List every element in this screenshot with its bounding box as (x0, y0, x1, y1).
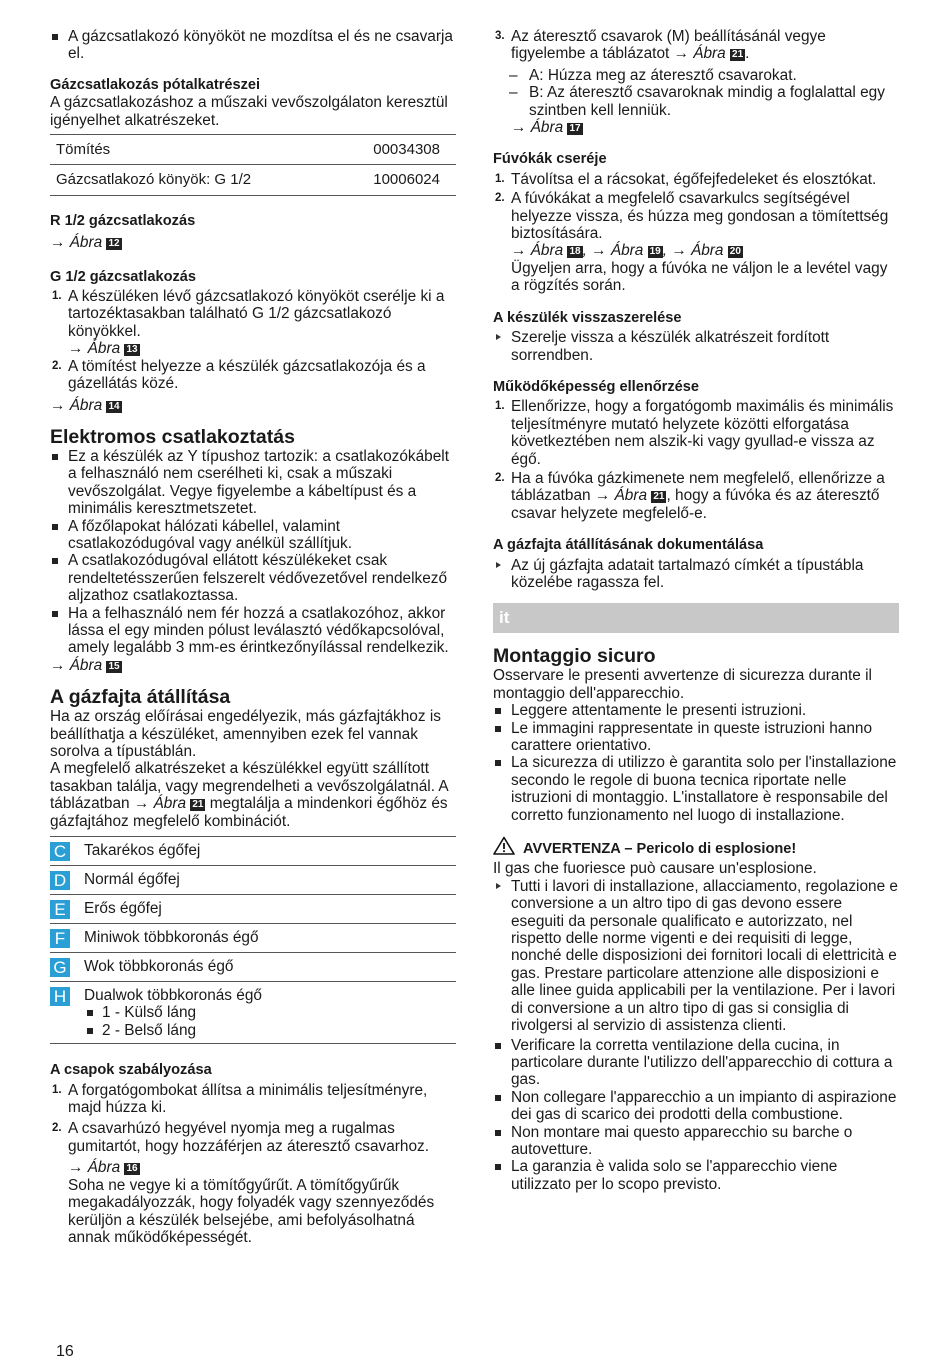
paragraph: Osservare le presenti avvertenze di sicurezza durante il montaggio dell'apparecchio. (493, 667, 872, 702)
section-title: Montaggio sicuro (493, 645, 656, 668)
figure-ref: → Ábra 12 (50, 234, 120, 252)
language-bar: it (493, 603, 899, 633)
list-item: Tutti i lavori di installazione, allacciamento, regolazione e conversione a un altro tipo di gas devono essere eseguiti da personale qualificato e autorizzato, nel rispetto delle norme vigenti e dei requisiti di legge, nonché delle disposizioni dei fornitori locali di elettricità e gas. Prestare particolare attenzione alle disposizioni e alle linee guida applicabili per la ventilazione. Per i lavori di conversione a un altro tipo di gas si consiglia di rivolgersi al servizio di assistenza clienti. (493, 878, 899, 1035)
legend-row: D Normál égőfej (50, 866, 456, 895)
warning-heading: AVVERTENZA – Pericolo di esplosione! (493, 836, 899, 860)
figure-ref: → Ábra 18 , → Ábra 19 , → Ábra 20 (511, 242, 741, 260)
paragraph: A megfelelő alkatrészeket a készülékkel együtt szállított tasakban találja, vagy megrendelheti a vevőszolgálatnál. A táblázatban → Ábra 21 megtalálja a mindenkori égőhöz és gázfajtához megfelelő kombinációt. (50, 760, 448, 830)
section-heading: R 1/2 gázcsatlakozás (50, 212, 196, 229)
section-title: A gázfajta átállítása (50, 686, 231, 709)
section-heading: Fúvókák cseréje (493, 151, 607, 168)
note: Soha ne vegye ki a tömítőgyűrűt. A tömítőgyűrűk megakadályozzák, hogy folyadék vagy szennyeződés kerüljön a készülék belsejébe, ami befolyásolhatná annak működőképességét. (68, 1176, 435, 1246)
legend-row: H Dualwok többkoronás égő 1 - Külső láng 2 - Belső láng (50, 982, 456, 1044)
section-heading: Működőképesség ellenőrzése (493, 378, 700, 395)
list-item: Verificare la corretta ventilazione della cucina, in particolare durante l'utilizzo dell'apparecchio di cottura a gas. (493, 1037, 899, 1089)
paragraph: A gázcsatlakozáshoz a műszaki vevőszolgálaton keresztül igényelhet alkatrészeket. (50, 94, 448, 129)
right-column (493, 28, 899, 1193)
section-heading: G 1/2 gázcsatlakozás (50, 268, 197, 285)
legend-row: F Miniwok többkoronás égő (50, 924, 456, 953)
list-item: 1. Ellenőrizze, hogy a forgatógomb maximális és minimális teljesítményre mutató helyzete közötti elforgatása következtében nem alszik-ki vagy gyullad-e vissza az égő. (495, 398, 894, 468)
table-row: Tömítés 00034308 (50, 135, 456, 165)
section-heading: A gázfajta átállításának dokumentálása (493, 537, 764, 554)
list-item: Non collegare l'apparecchio a un impianto di aspirazione dei gas di scarico dei prodotti della combustione. (493, 1089, 899, 1124)
list-item: 2. A csavarhúzó hegyével nyomja meg a rugalmas gumitartót, hogy hozzáférjen az áteresztő csavarhoz. (52, 1120, 430, 1155)
section-heading: A csapok szabályozása (50, 1062, 212, 1079)
list-item: – B: Az áteresztő csavaroknak mindig a foglalattal egy szintben kell lenniük. (509, 84, 885, 119)
section-heading: Gázcsatlakozás pótalkatrészei (50, 76, 261, 93)
list-item: Le immagini rappresentate in queste istruzioni hanno carattere orientativo. (493, 720, 899, 755)
list-item: Szerelje vissza a készülék alkatrészeit fordított sorrendben. (493, 329, 899, 364)
list-item: A gázcsatlakozó könyököt ne mozdítsa el és ne csavarja el. (50, 28, 456, 63)
list-item: 2. A tömítést helyezze a készülék gázcsatlakozója és a gázellátás közé. (52, 357, 426, 393)
paragraph: Ha az ország előírásai engedélyezik, más gázfajtákhoz is beállíthatja a készüléket, amennyiben ezek fel vannak sorolva a típustáblán. (50, 708, 441, 760)
spare-parts-table (50, 134, 456, 196)
list-item: 2. A fúvókákat a megfelelő csavarkulcs segítségével helyezze vissza, és húzza meg gondosan a tömítettség biztosítására. (495, 190, 889, 243)
list-item: 3. Az áteresztő csavarok (M) beállításánál vegye figyelembe a táblázatot → Ábra 21 . (495, 28, 826, 63)
list-item: Leggere attentamente le presenti istruzioni. (493, 702, 899, 719)
section-heading: A készülék visszaszerelése (493, 309, 682, 326)
list-item: Az új gázfajta adatait tartalmazó címkét a típustábla közelébe ragassza fel. (493, 557, 899, 592)
list-item: 2. Ha a fúvóka gázkimenete nem megfelelő, ellenőrizze a táblázatban → Ábra 21 , hogy a fúvóka és az áteresztő csavar helyzete megfelelő-e. (495, 469, 885, 522)
list-item: Ez a készülék az Y típushoz tartozik: a csatlakozókábelt a felhasználó nem cserélheti ki, csak a műszaki vevőszolgálat. Vegye figyelembe a kábeltípust és a minimális keresztmetszetet. (50, 448, 456, 518)
list-item: 1. A készüléken lévő gázcsatlakozó könyököt cserélje ki a tartozéktasakban található G 1/2 gázcsatlakozó könyökkel. (52, 288, 445, 340)
figure-ref: → Ábra 15 (50, 656, 120, 674)
list-item: La sicurezza di utilizzo è garantita solo per l'installazione secondo le regole di buona tecnica riportate nelle istruzioni di montaggio. L'installatore è responsabile del corretto funzionamento nel luogo di installazione. (493, 754, 899, 824)
list-item: A csatlakozódugóval ellátott készülékeket csak rendeltetésszerűen felszerelt védővezetővel rendelkező aljzathoz csatlakoztassa. (50, 552, 456, 604)
list-item: Ha a felhasználó nem fér hozzá a csatlakozóhoz, akkor lássa el egy minden pólust leválasztó védőkapcsolóval, amely legalább 3 mm-es érintkezőnyílással rendelkezik. (50, 605, 456, 657)
note: Ügyeljen arra, hogy a fúvóka ne váljon le a levétel vagy a rögzítés során. (511, 259, 888, 295)
list-item: 1. A forgatógombokat állítsa a minimális teljesítményre, majd húzza ki. (52, 1081, 428, 1117)
legend-row: E Erős égőfej (50, 895, 456, 924)
figure-ref: → Ábra 13 (68, 340, 138, 358)
burner-legend (50, 836, 456, 1044)
paragraph: Il gas che fuoriesce può causare un'esplosione. (493, 860, 817, 878)
list-item: A főzőlapokat hálózati kábellel, valamint csatlakozódugóval vagy anélkül szállítjuk. (50, 518, 456, 553)
page-number: 16 (56, 1343, 74, 1360)
warning-icon (493, 836, 515, 860)
list-item: 1. Távolítsa el a rácsokat, égőfejfedeleket és elosztókat. (495, 170, 877, 188)
list-item: – A: Húzza meg az áteresztő csavarokat. (509, 66, 797, 84)
list-item: La garanzia è valida solo se l'apparecchio viene utilizzato per lo scopo previsto. (493, 1158, 899, 1193)
section-title: Elektromos csatlakoztatás (50, 425, 295, 448)
table-row: Gázcsatlakozó könyök: G 1/2 10006024 (50, 165, 456, 195)
left-column (50, 28, 456, 1246)
figure-ref: → Ábra 14 (50, 396, 120, 414)
figure-ref: → Ábra 17 (511, 119, 581, 137)
legend-row: G Wok többkoronás égő (50, 953, 456, 982)
figure-ref: → Ábra 16 (68, 1159, 138, 1177)
legend-row: C Takarékos égőfej (50, 837, 456, 866)
list-item: Non montare mai questo apparecchio su barche o autovetture. (493, 1124, 899, 1159)
